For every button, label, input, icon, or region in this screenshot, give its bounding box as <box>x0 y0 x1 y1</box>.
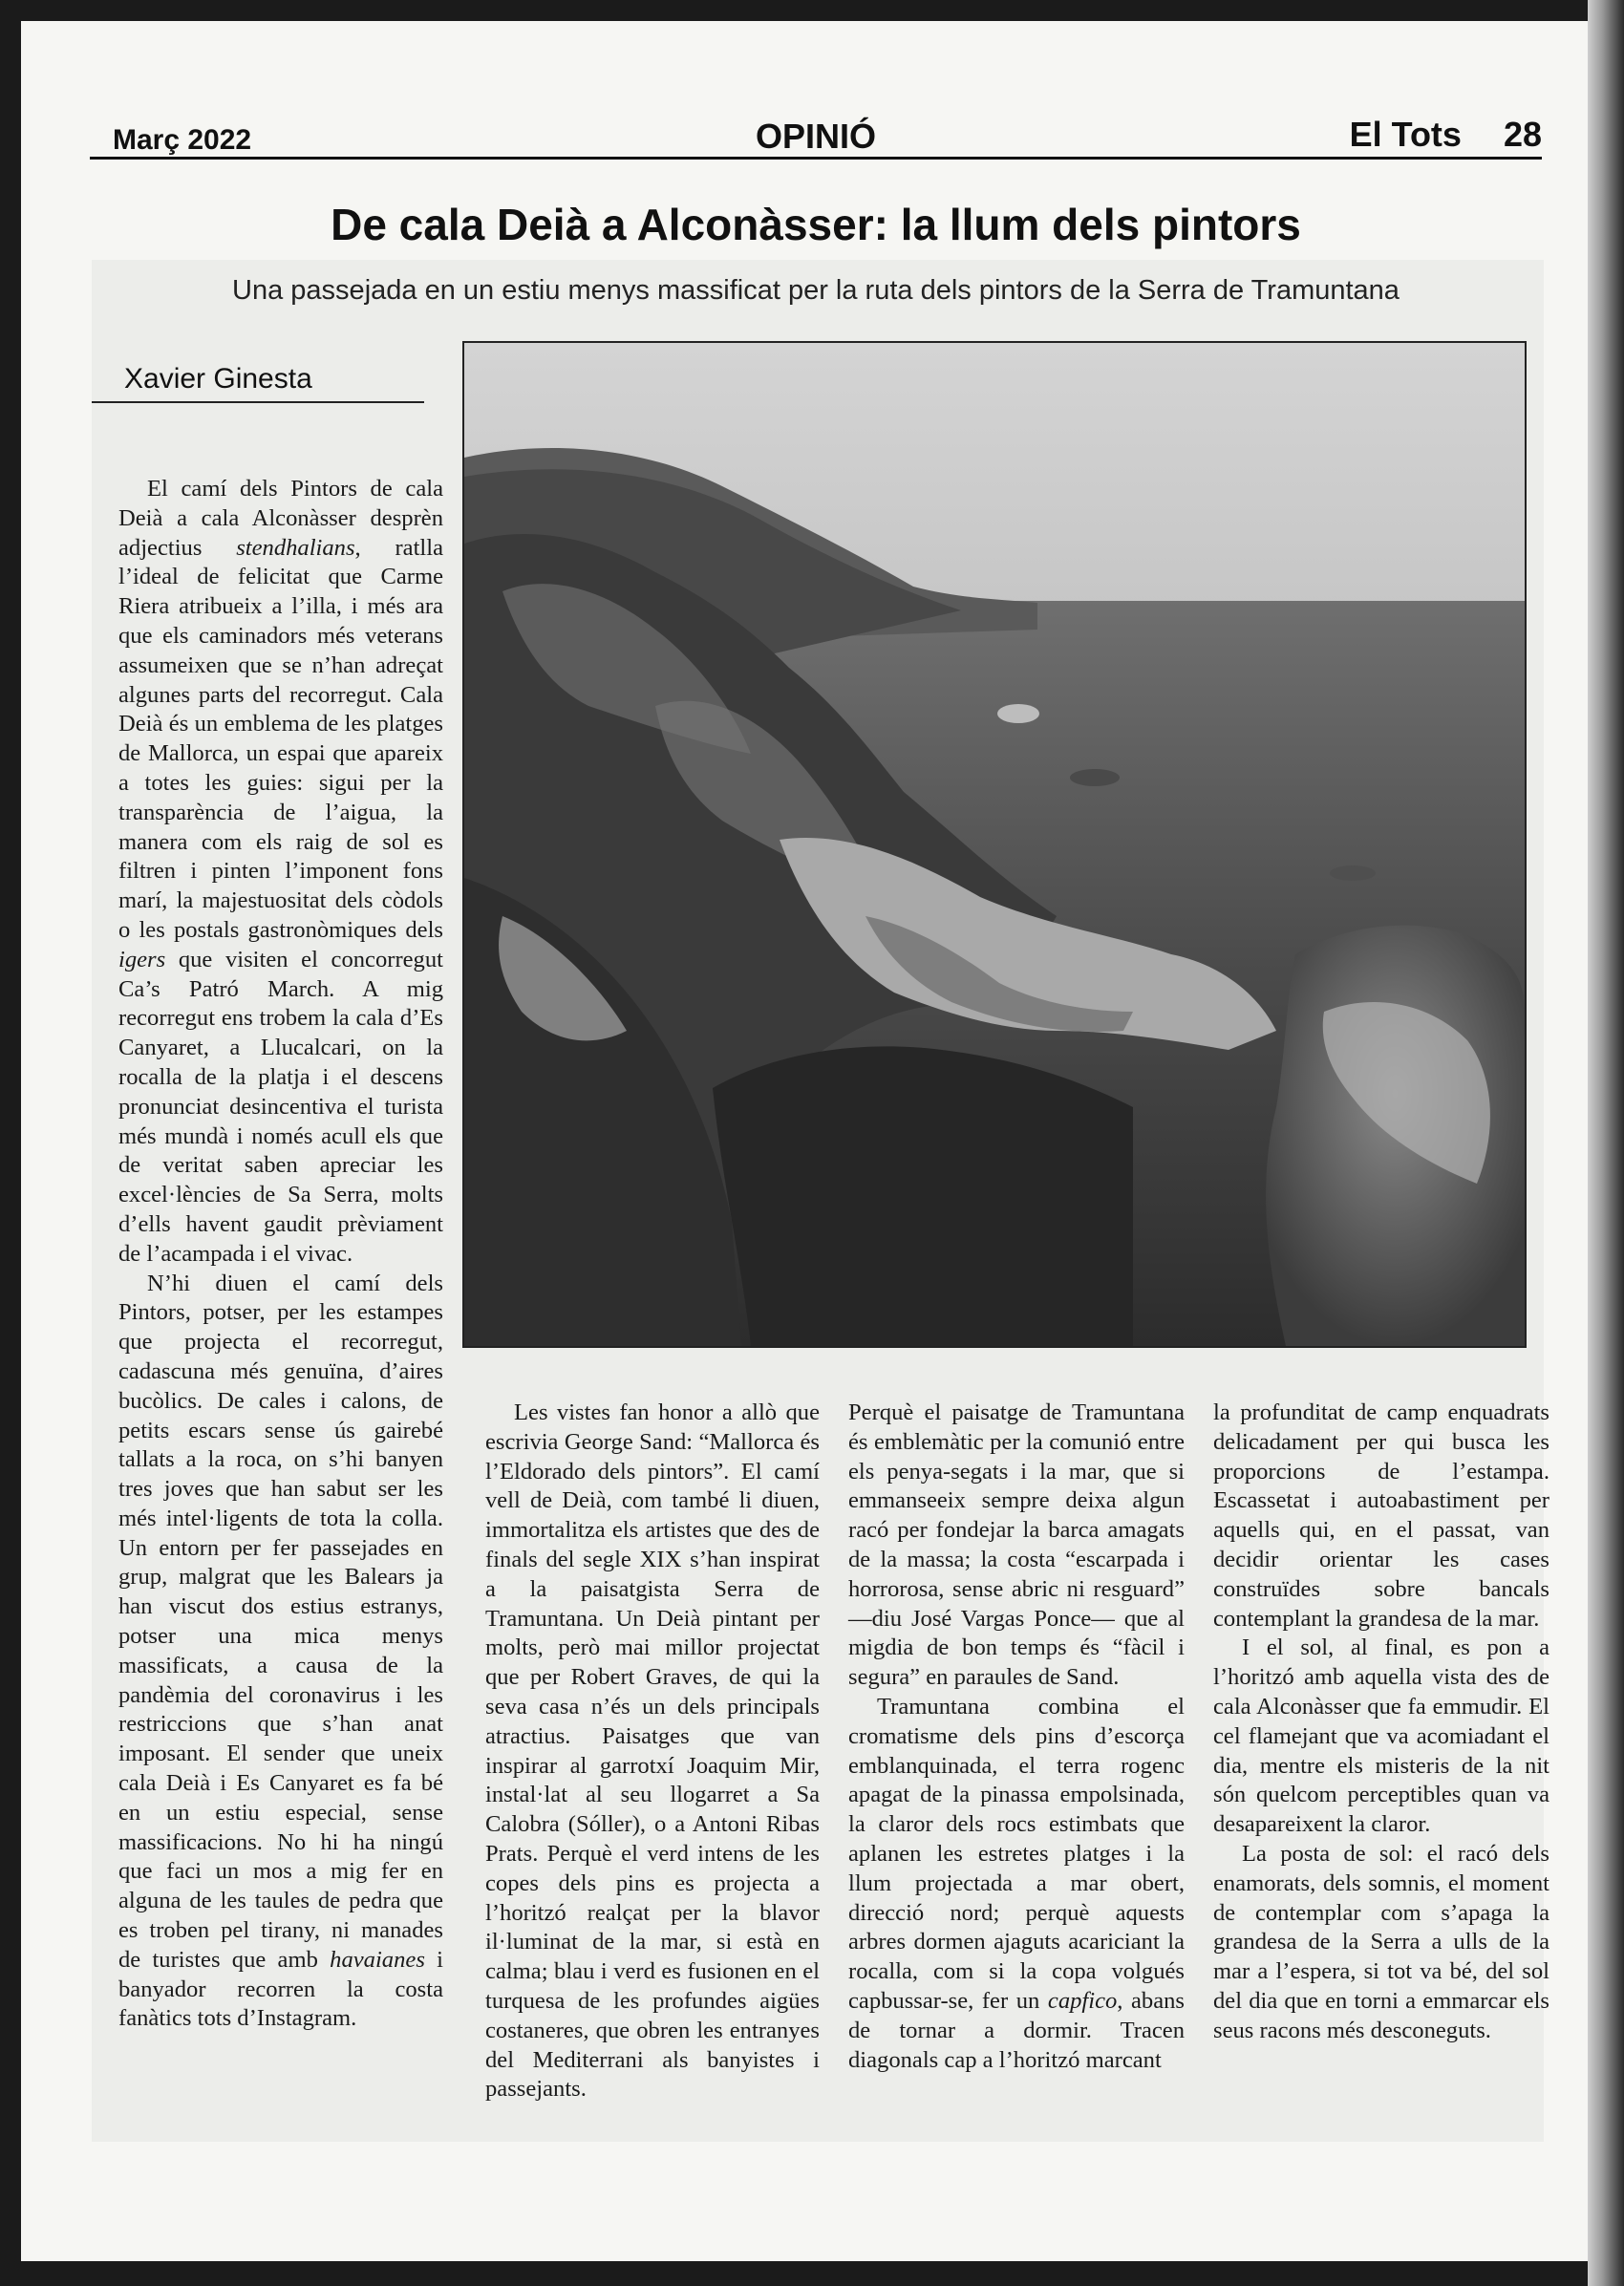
text-column-1 <box>118 475 443 2034</box>
rock-islet <box>997 704 1039 723</box>
article-title: De cala Deià a Alconàsser: la llum dels pintors <box>331 200 1301 249</box>
newspaper-page <box>21 21 1588 2261</box>
rock-islet-3 <box>1330 865 1376 881</box>
page-header <box>90 96 1542 160</box>
author-byline <box>92 363 424 403</box>
publication-name: El Tots <box>1349 115 1462 154</box>
page-number: 28 <box>1503 115 1542 154</box>
author-name: Xavier Ginesta <box>124 363 312 395</box>
paragraph: N’hi diuen el camí dels Pintors, potser, per les estampes que projecta el recorregut, cadascuna més genuïna, d’aires bucòlics. De cales i calons, de petits escars sense ús gairebé tallats a la roca, on s’hi banyen tres joves que han sabut ser les més intel·ligents de tota la colla. Un entorn per fer passejades en grup, malgrat que les Balears ja han viscut dos estius estranys, potser una mica menys massificats, a causa de la pandèmia del coronavirus i les restriccions que s’han anat imposant. El sender que uneix cala Deià i Es Canyaret es fa bé en un estiu especial, sense massificacions. No hi ha ningú que faci un mos a mig fer en alguna de les taules de pedra que es troben pel tirany, ni manades de turistes que amb havaianes i banyador recorren la costa fanàtics tots d’Instagram. <box>118 1270 444 2032</box>
paragraph: El camí dels Pintors de cala Deià a cala Alconàsser desprèn adjectius stendhalians, ratlla l’ideal de felicitat que Carme Riera atribueix a l’illa, i més ara que els caminadors més veterans assumeixen que se n’han adreçat algunes parts del recorregut. Cala Deià és un emblema de les platges de Mallorca, un espai que apareix a totes les guies: sigui per la transparència de l’aigua, la manera com els raig de sol es filtren i pinten l’imponent fons marí, la majestuositat dels còdols o les postals gastronòmiques dels igers que visiten el concorregut Ca’s Patró March. A mig recorregut ens trobem la cala d’Es Canyaret, a Llucalcari, on la rocalla de la platja i el descens pronunciat desincentiva el turista més mundà i només acull els que de veritat saben apreciar les excel·lències de Sa Serra, molts d’ells havent gaudit prèviament de l’acampada i el vivac. <box>118 476 443 1267</box>
section-name: OPINIÓ <box>755 117 877 156</box>
paragraph: Les vistes fan honor a allò que escrivia George Sand: “Mallorca és l’Eldorado dels pintors”. El camí vell de Deià, com també li diuen, immortalitza els artistes que des de finals del segle XIX s’han inspirat a la paisatgista Serra de Tramuntana. Un Deià pintant per molts, però mai millor projectat que per Robert Graves, de qui la seva casa n’és un dels principals atractius. Paisatges que van inspirar al garrotxí Joaquim Mir, instal·lat al seu llogarret a Sa Calobra (Sóller), o a Antoni Ribas Prats. Perquè el verd intens de les copes dels pins es projecta a l’horitzó realçat per la blavor il·luminat de la mar, si està en calma; blau i verd es fusionen en el turquesa de les profundes aigües costaneres, que obren les entranyes del Mediterrani als banyistes i passejants. <box>485 1399 820 2103</box>
rock-islet-2 <box>1070 769 1120 786</box>
coastal-landscape-photo <box>462 341 1527 1348</box>
text-column-4 <box>1213 1399 1549 2046</box>
scan-page-edge <box>1588 0 1624 2286</box>
text-column-3 <box>848 1399 1185 2075</box>
paragraph: Perquè el paisatge de Tramuntana és emblemàtic per la comunió entre els penya-segats i la mar, que si emmanseeix sempre deixa algun racó per fondejar la barca amagats de la massa; la costa “escarpada i horrorosa, sense abric ni resguard” —diu José Vargas Ponce— que al migdia de bon temps és “fàcil i segura” en paraules de Sand. <box>848 1399 1185 1691</box>
article-subtitle: Una passejada en un estiu menys massificat per la ruta dels pintors de la Serra de Tramuntana <box>232 275 1400 306</box>
paragraph: la profunditat de camp enquadrats delicadament per qui busca les proporcions de l’estampa. Escassetat i autoabastiment per aquells qui, en el passat, van decidir orientar les cases construïdes sobre bancals contemplant la grandesa de la mar. <box>1213 1399 1549 1632</box>
publication-info <box>1350 115 1542 155</box>
cove-water <box>713 1046 1133 1346</box>
paragraph: Tramuntana combina el cromatisme dels pins d’escorça emblanquinada, el terra rogenc apagat de la pinassa empolsinada, la claror dels rocs estimbats que aplanen les estretes platges i la llum projectada a mar obert, direcció nord; perquè aquests arbres dormen ajaguts acariciant la rocalla, com si la copa volgués capbussar-se, fer un capfico, abans de tornar a dormir. Tracen diagonals cap a l’horitzó marcant <box>848 1693 1186 2073</box>
text-column-2 <box>485 1399 820 2104</box>
issue-date: Març 2022 <box>113 124 252 156</box>
paragraph: La posta de sol: el racó dels enamorats, dels somnis, el moment de contemplar com s’apaga la grandesa de la Serra a ulls de la mar a l’espera, si tot va bé, del sol del dia que en torni a emmarcar els seus racons més desconeguts. <box>1213 1840 1549 2043</box>
paragraph: I el sol, al final, es pon a l’horitzó amb aquella vista des de cala Alconàsser que fa emmudir. El cel flamejant que va acomiadant el dia, mentre els misteris de la nit són quelcom perceptibles quan va desapareixent la claror. <box>1213 1634 1549 1838</box>
landscape-illustration <box>464 343 1525 1346</box>
